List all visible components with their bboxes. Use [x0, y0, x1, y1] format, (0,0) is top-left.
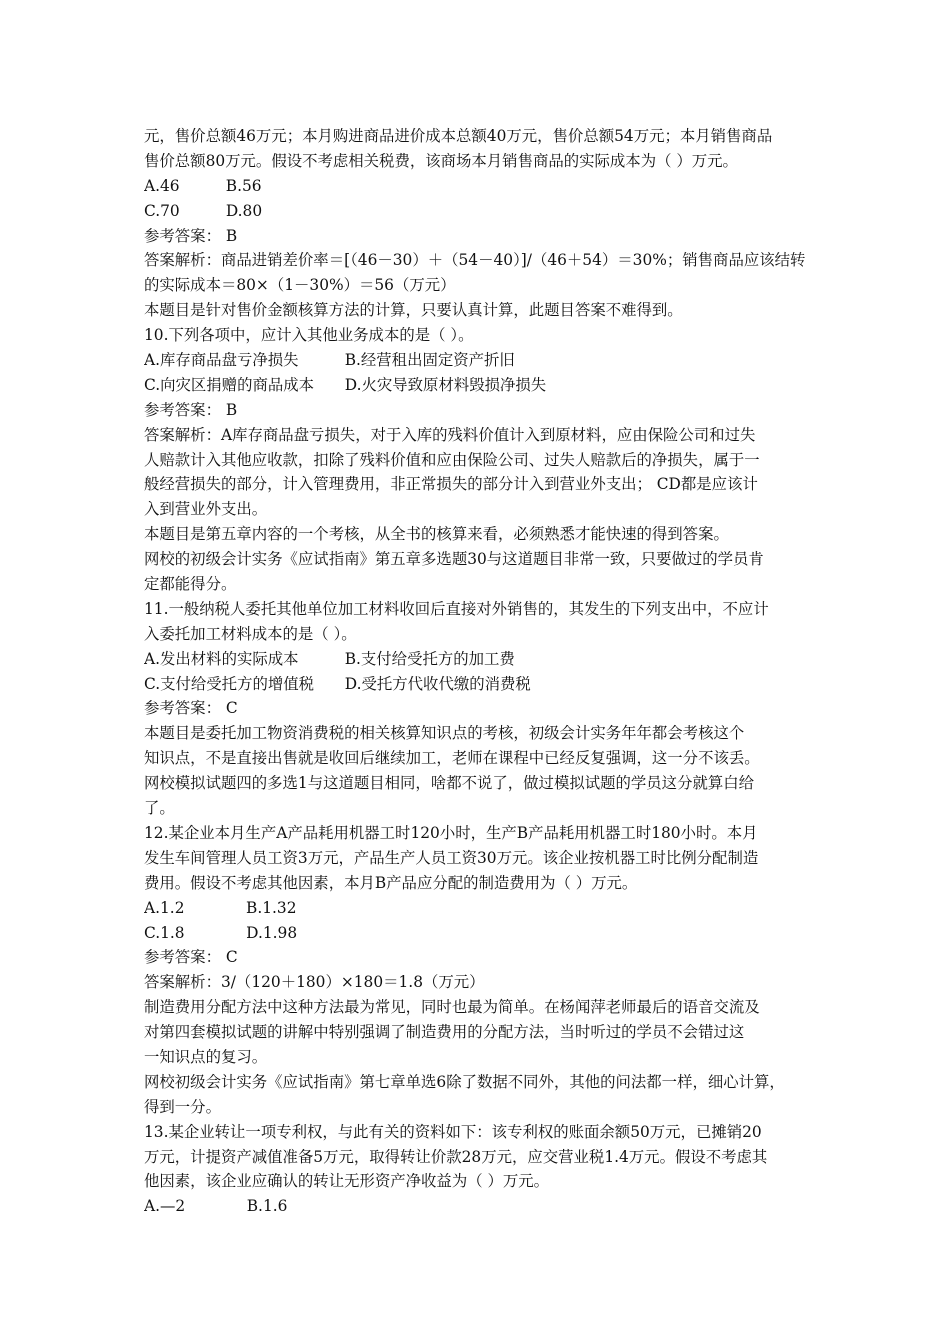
option-line: C.支付给受托方的增值税 D.受托方代收代缴的消费税 [144, 674, 531, 693]
text-line: 对第四套模拟试题的讲解中特别强调了制造费用的分配方法，当时听过的学员不会错过这 [144, 1023, 745, 1042]
option-line: A.—2 B.1.6 [144, 1197, 288, 1216]
option-line: A.46 B.56 [144, 176, 262, 195]
question-line: 12.某企业本月生产A产品耗用机器工时120小时，生产B产品耗用机器工时180小时。本月 [144, 823, 758, 842]
text-line: 一知识点的复习。 [144, 1047, 268, 1066]
text-line: 了。 [144, 799, 175, 818]
text-line: 知识点，不是直接出售就是收回后继续加工，老师在课程中已经反复强调，这一分不该丢。 [144, 749, 760, 768]
text-line: 答案解析：A库存商品盘亏损失，对于入库的残料价值计入到原材料，应由保险公司和过失 [144, 425, 756, 444]
text-line: 网校的初级会计实务《应试指南》第五章多选题30与这道题目非常一致，只要做过的学员肯 [144, 550, 764, 569]
answer-line: 参考答案： C [144, 948, 238, 967]
text-line: 入到营业外支出。 [144, 500, 268, 519]
option-line: A.1.2 B.1.32 [144, 898, 297, 917]
document-page [144, 124, 812, 1219]
question-line: 发生车间管理人员工资3万元，产品生产人员工资30万元。该企业按机器工时比例分配制造 [144, 848, 759, 867]
question-line: 他因素，该企业应确认的转让无形资产净收益为（ ）万元。 [144, 1172, 550, 1191]
text-line: 定都能得分。 [144, 575, 237, 594]
text-line: 人赔款计入其他应收款，扣除了残料价值和应由保险公司、过失人赔款后的净损失，属于一 [144, 450, 760, 469]
answer-line: 参考答案： B [144, 400, 238, 419]
question-line: 入委托加工材料成本的是（ ）。 [144, 624, 357, 643]
text-line: 元，售价总额46万元；本月购进商品进价成本总额40万元，售价总额54万元；本月销售商品 [144, 127, 773, 145]
question-line: 费用。假设不考虑其他因素，本月B产品应分配的制造费用为（ ）万元。 [144, 873, 638, 892]
option-line: C.向灾区捐赠的商品成本 D.火灾导致原材料毁损净损失 [144, 375, 547, 394]
question-line: 13.某企业转让一项专利权，与此有关的资料如下：该专利权的账面余额50万元，已摊销20 [144, 1122, 762, 1141]
text-line: 网校初级会计实务《应试指南》第七章单选6除了数据不同外，其他的问法都一样，细心计算， [144, 1072, 785, 1091]
question-line: 万元，计提资产减值准备5万元，取得转让价款28万元，应交营业税1.4万元。假设不考虑其 [144, 1147, 768, 1166]
text-line: 得到一分。 [144, 1097, 221, 1116]
text-line: 本题目是针对售价金额核算方法的计算，只要认真计算，此题目答案不难得到。 [144, 301, 683, 320]
text-line: 答案解析：3/（120＋180）×180＝1.8（万元） [144, 973, 485, 992]
text-line: 本题目是第五章内容的一个考核，从全书的核算来看，必须熟悉才能快速的得到答案。 [144, 525, 729, 544]
text-line: 制造费用分配方法中这种方法最为常见，同时也最为简单。在杨闻萍老师最后的语音交流及 [144, 998, 760, 1017]
option-line: A.发出材料的实际成本 B.支付给受托方的加工费 [144, 649, 515, 668]
text-line: 的实际成本＝80×（1－30%）＝56（万元） [144, 276, 456, 295]
option-line: C.1.8 D.1.98 [144, 923, 298, 942]
text-line: 般经营损失的部分，计入管理费用，非正常损失的部分计入到营业外支出； CD都是应该计 [144, 475, 758, 494]
text-line: 售价总额80万元。假设不考虑相关税费，该商场本月销售商品的实际成本为（ ）万元。 [144, 151, 738, 170]
answer-line: 参考答案： C [144, 699, 238, 718]
question-line: 11.一般纳税人委托其他单位加工材料收回后直接对外销售的，其发生的下列支出中，不应计 [144, 599, 769, 618]
text-line: 网校模拟试题四的多选1与这道题目相同，啥都不说了，做过模拟试题的学员这分就算白给 [144, 774, 755, 793]
option-line: A.库存商品盘亏净损失 B.经营租出固定资产折旧 [144, 351, 515, 370]
question-line: 10.下列各项中，应计入其他业务成本的是（ ）。 [144, 326, 474, 345]
text-line: 答案解析：商品进销差价率＝[（46－30）＋（54－40）]/（46＋54）＝30%；销售商品应该结转 [144, 251, 806, 270]
option-line: C.70 D.80 [144, 201, 263, 220]
answer-line: 参考答案： B [144, 226, 238, 245]
text-line: 本题目是委托加工物资消费税的相关核算知识点的考核，初级会计实务年年都会考核这个 [144, 724, 745, 743]
